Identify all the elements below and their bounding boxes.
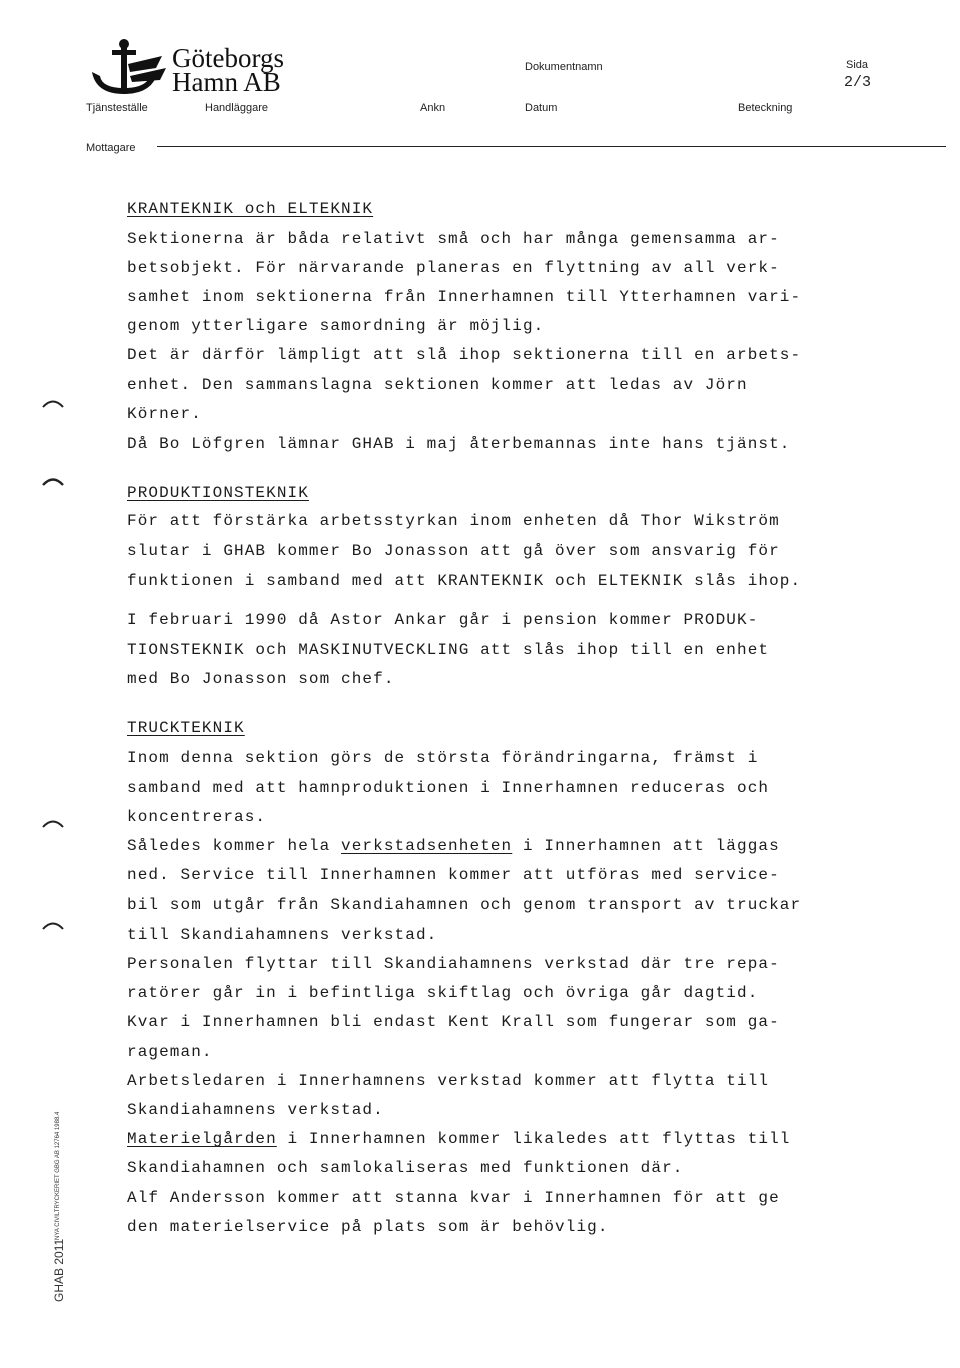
body-line: TIONSTEKNIK och MASKINUTVECKLING att slås ihop till en enhet: [127, 641, 770, 659]
form-code: GHAB 2011: [52, 1238, 66, 1302]
label-ankn: Ankn: [420, 102, 446, 114]
body-line: ned. Service till Innerhamnen kommer att utföras med service-: [127, 866, 780, 884]
section-heading-kranteknik: KRANTEKNIK och ELTEKNIK: [127, 200, 374, 218]
label-handlaggare: Handläggare: [205, 102, 268, 114]
body-text-fragment: i Innerhamnen att läggas: [512, 837, 780, 855]
label-sida: Sida: [846, 59, 869, 71]
logo-name-line1: Göteborgs: [172, 43, 284, 73]
margin-mark: [42, 920, 64, 930]
margin-mark: [42, 398, 64, 408]
label-dokumentnamn: Dokumentnamn: [525, 61, 603, 73]
body-line: koncentreras.: [127, 808, 267, 826]
body-line: slutar i GHAB kommer Bo Jonasson att gå över som ansvarig för: [127, 542, 780, 560]
margin-mark: [42, 476, 64, 486]
body-line: den materielservice på plats som är behövlig.: [127, 1218, 609, 1236]
margin-mark: [42, 818, 64, 828]
label-tjanstestalle: Tjänsteställe: [86, 102, 148, 114]
body-line: Det är därför lämpligt att slå ihop sektionerna till en arbets-: [127, 346, 802, 364]
body-line: Skandiahamnen och samlokaliseras med funktionen där.: [127, 1159, 684, 1177]
body-line: till Skandiahamnens verkstad.: [127, 926, 438, 944]
body-line: rageman.: [127, 1043, 213, 1061]
body-line: Sektionerna är båda relativt små och har många gemensamma ar-: [127, 230, 780, 248]
body-line: ratörer går in i befintliga skiftlag och övriga går dagtid.: [127, 984, 759, 1002]
body-line: Personalen flyttar till Skandiahamnens verkstad där tre repa-: [127, 955, 780, 973]
logo-name-line2: Hamn AB: [172, 67, 281, 97]
body-line: samband med att hamnproduktionen i Innerhamnen reduceras och: [127, 779, 770, 797]
body-line: Arbetsledaren i Innerhamnens verkstad kommer att flytta till: [127, 1072, 770, 1090]
section-heading-truckteknik: TRUCKTEKNIK: [127, 719, 245, 737]
body-line: [127, 837, 780, 855]
label-datum: Datum: [525, 102, 558, 114]
body-line: Inom denna sektion görs de största förändringarna, främst i: [127, 749, 759, 767]
underlined-term-materielgarden: Materielgården: [127, 1130, 277, 1148]
body-line: Körner.: [127, 405, 202, 423]
section-heading-produktionsteknik: PRODUKTIONSTEKNIK: [127, 484, 309, 502]
print-info: NYA CIVILTRYCKERIET GBG AB 12764 1988.4: [55, 1111, 61, 1240]
body-text-fragment: i Innerhamnen kommer likaledes att flyttas till: [276, 1130, 791, 1148]
page-number: 2/3: [844, 74, 872, 91]
body-line: betsobjekt. För närvarande planeras en flyttning av all verk-: [127, 259, 780, 277]
body-line: I februari 1990 då Astor Ankar går i pension kommer PRODUK-: [127, 611, 759, 629]
body-line: med Bo Jonasson som chef.: [127, 670, 395, 688]
body-line: enhet. Den sammanslagna sektionen kommer att ledas av Jörn: [127, 376, 748, 394]
body-text-fragment: Således kommer hela: [127, 837, 342, 855]
body-line: bil som utgår från Skandiahamnen och genom transport av truckar: [127, 896, 802, 914]
body-line: Kvar i Innerhamnen bli endast Kent Krall som fungerar som ga-: [127, 1013, 780, 1031]
body-line: Då Bo Löfgren lämnar GHAB i maj återbemannas inte hans tjänst.: [127, 435, 791, 453]
label-mottagare: Mottagare: [86, 142, 136, 154]
body-line: Alf Andersson kommer att stanna kvar i Innerhamnen för att ge: [127, 1189, 780, 1207]
body-line: genom ytterligare samordning är möjlig.: [127, 317, 545, 335]
underlined-term-verkstadsenheten: verkstadsenheten: [341, 837, 513, 855]
body-line: Skandiahamnens verkstad.: [127, 1101, 384, 1119]
body-line: [127, 1130, 791, 1148]
body-line: samhet inom sektionerna från Innerhamnen till Ytterhamnen vari-: [127, 288, 802, 306]
body-text: [127, 0, 937, 1368]
label-beteckning: Beteckning: [738, 102, 793, 114]
body-line: För att förstärka arbetsstyrkan inom enheten då Thor Wikström: [127, 512, 780, 530]
body-line: funktionen i samband med att KRANTEKNIK och ELTEKNIK slås ihop.: [127, 572, 802, 590]
